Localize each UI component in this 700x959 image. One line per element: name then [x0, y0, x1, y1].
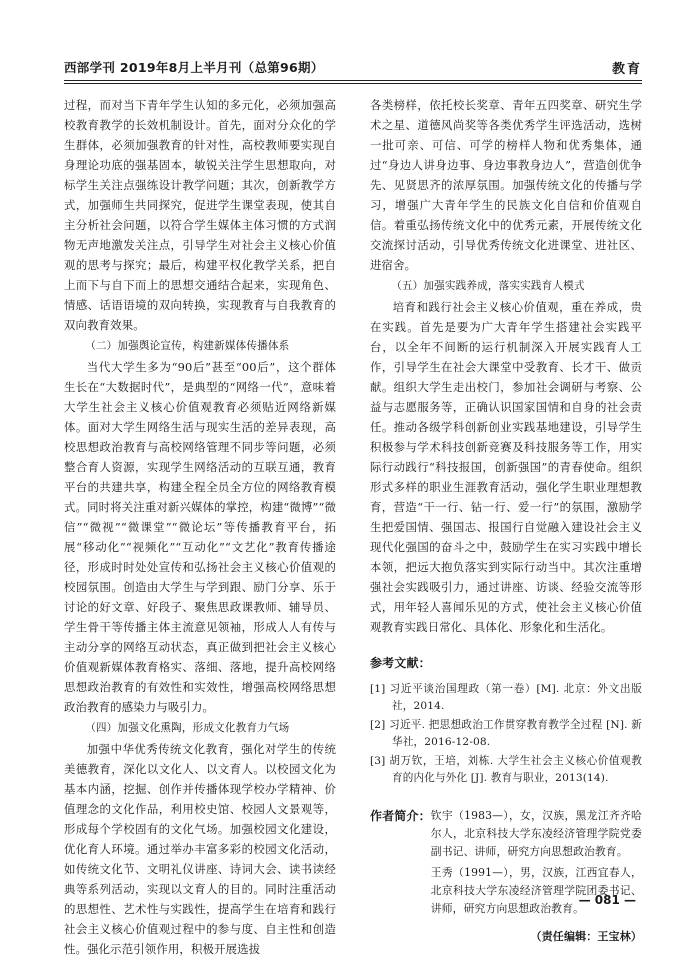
- reference-item: [2] 习近平. 把思想政治工作贯穿教育教学全过程 [N]. 新华社，2016-12-08.: [370, 719, 642, 748]
- reference-item: [1] 习近平谈治国理政（第一卷）[M]. 北京：外文出版社，2014.: [370, 683, 642, 712]
- header-rule-thin: [64, 83, 642, 84]
- running-header: [64, 58, 642, 78]
- header-rule: [64, 80, 642, 81]
- section-heading: （五）加强实践养成，落实实践育人模式: [391, 280, 585, 292]
- author-bio: 王秀（1991—），男，汉族，江西宜春人，北京科技大学东凌经济管理学院团委书记、讲师，研究方向思想政治教育。: [430, 866, 642, 915]
- body-paragraph: 培育和践行社会主义核心价值观，重在养成，贵在实践。首先是要为广大青年学生搭建社会实践平台，以全年不间断的运行机制深入开展实践育人工作，引导学生在社会大课堂中受教育、长才干、做贡献。组织大学生走出校门，参加社会调研与考察、公益与志愿服务等，正确认识国家国情和自身的社会责任。推动各级学科创新创业实践基地建设，引导学生积极参与学术科技创新竞赛及科技服务等工作，用实际行动践行“科技报国，创新强国”的青春使命。组织形式多样的职业生涯教育活动，强化学生职业理想教育，营造“干一行、钻一行、爱一行”的氛围，激励学生把爱国情、强国志、报国行自觉融入建设社会主义现代化强国的奋斗之中，鼓励学生在实习实践中增长本领，把远大抱负落实到实际行动当中。其次注重增强社会实践吸引力，通过讲座、访谈、经验交流等形式，用年轻人喜闻乐见的方式，使社会主义核心价值观教育实践日常化、具体化、形象化和生活化。: [370, 300, 642, 634]
- section-heading: （二）加强舆论宣传，构建新媒体传播体系: [85, 340, 290, 352]
- body-paragraph: 过程，而对当下青年学生认知的多元化，必须加强高校教育教学的长效机制设计。首先，面对分众化的学生群体，必须加强教育的针对性，高校教师要实现自身理论功底的强基固本，敏锐关注学生思想取向，对标学生关注点强练设计教学问题；其次，创新教学方式，加强师生共同探究，促进学生课堂表现，使其自主分析社会问题，以符合学生媒体主体习惯的方式润物无声地激发关注点，引导学生对社会主义核心价值观的思考与探究；最后，构建平权化教学关系，把自上而下与自下而上的思想交通结合起来，实现角色、情感、话语语境的双向转换，实现教育与自我教育的双向教育效果。: [64, 98, 336, 332]
- body-paragraph: 加强中华优秀传统文化教育，强化对学生的传统美德教育，深化以文化人、以文育人。以校园文化为基本内涵，挖掘、创作并传播体现学校办学精神、价值理念的文化作品，利用校史馆、校园人文景观等，形成每个学校固有的文化气场。加强校园文化建设，优化育人环境。通过举办丰富多彩的校园文化活动，如传统文化节、文明礼仪讲座、诗词大会、读书读经典等系列活动，实现以文育人的目的。同时注重活动的思想性、艺术性与实践性，提高学生在培育和践行社会主义核心价值观过程中的参与度、自主性和创造性。强化示范引领作用，积极开展选拔: [64, 742, 336, 956]
- responsible-editor: （责任编辑：王宝林）: [530, 930, 642, 943]
- section-label: 教育: [611, 62, 642, 77]
- left-column: [64, 95, 336, 959]
- journal-title: 西部学刊 2019年8月上半月刊（总第96期）: [64, 60, 324, 75]
- references-title: 参考文献：: [370, 656, 431, 670]
- author-label: 作者简介：: [370, 809, 431, 823]
- author-bio: 钦宇（1983—），女，汉族，黑龙江齐齐哈尔人，北京科技大学东凌经济管理学院党委副书记、讲师，研究方向思想政治教育。: [430, 809, 642, 858]
- right-column: [370, 95, 642, 947]
- reference-list: [370, 681, 642, 787]
- body-paragraph: 当代大学生多为“90后”甚至“00后”，这个群体生长在“大数据时代”，是典型的“网络一代”，意味着大学生社会主义核心价值观教育必须贴近网络新媒体。面对大学生网络生活与现实生活的差异表现，高校思想政治教育与高校网络管理不同步等问题，必须整合育人资源，实现学生网络活动的互联互通，教育平台的共建共享，构建全程全员全方位的网络教育模式。同时将关注重对新兴媒体的掌控，构建“微博”“微信”“微视”“微课堂”“微论坛”等传播教育平台，拓展“移动化”“视频化”“互动化”“文艺化”教育传播途径，形成时时处处宣传和弘扬社会主义核心价值观的校园氛围。创造由大学生与学到跟、励门分享、乐于讨论的好文章、好段子、聚焦思政课教师、辅导员、学生骨干等传播主体主流意见领袖，形成人人有传与主动分享的网络互动状态，真正做到把社会主义核心价值观新媒体教育格实、落细、落地，提升高校网络思想政治教育的有效性和实效性，增强高校网络思想政治教育的感染力与吸引力。: [64, 360, 336, 714]
- body-paragraph: 各类榜样，依托校长奖章、青年五四奖章、研究生学术之星、道德风尚奖等各类优秀学生评选活动，选树一批可亲、可信、可学的榜样人物和优秀集体，通过“身边人讲身边事、身边事教身边人”，营造创优争先、见贤思齐的浓厚氛围。加强传统文化的传播与学习，增强广大青年学生的民族文化自信和价值观自信。着重弘扬传统文化中的优秀元素，开展传统文化交流探讨活动，引导优秀传统文化进课堂、进社区、进宿舍。: [370, 98, 642, 272]
- reference-item: [3] 胡万钦，王培，刘栋. 大学生社会主义核心价值观教育的内化与外化 [J]. 教育与职业，2013(14).: [370, 755, 642, 784]
- section-heading: （四）加强文化熏陶，形成文化教育力气场: [85, 722, 290, 734]
- page-number: — 081 —: [578, 893, 636, 907]
